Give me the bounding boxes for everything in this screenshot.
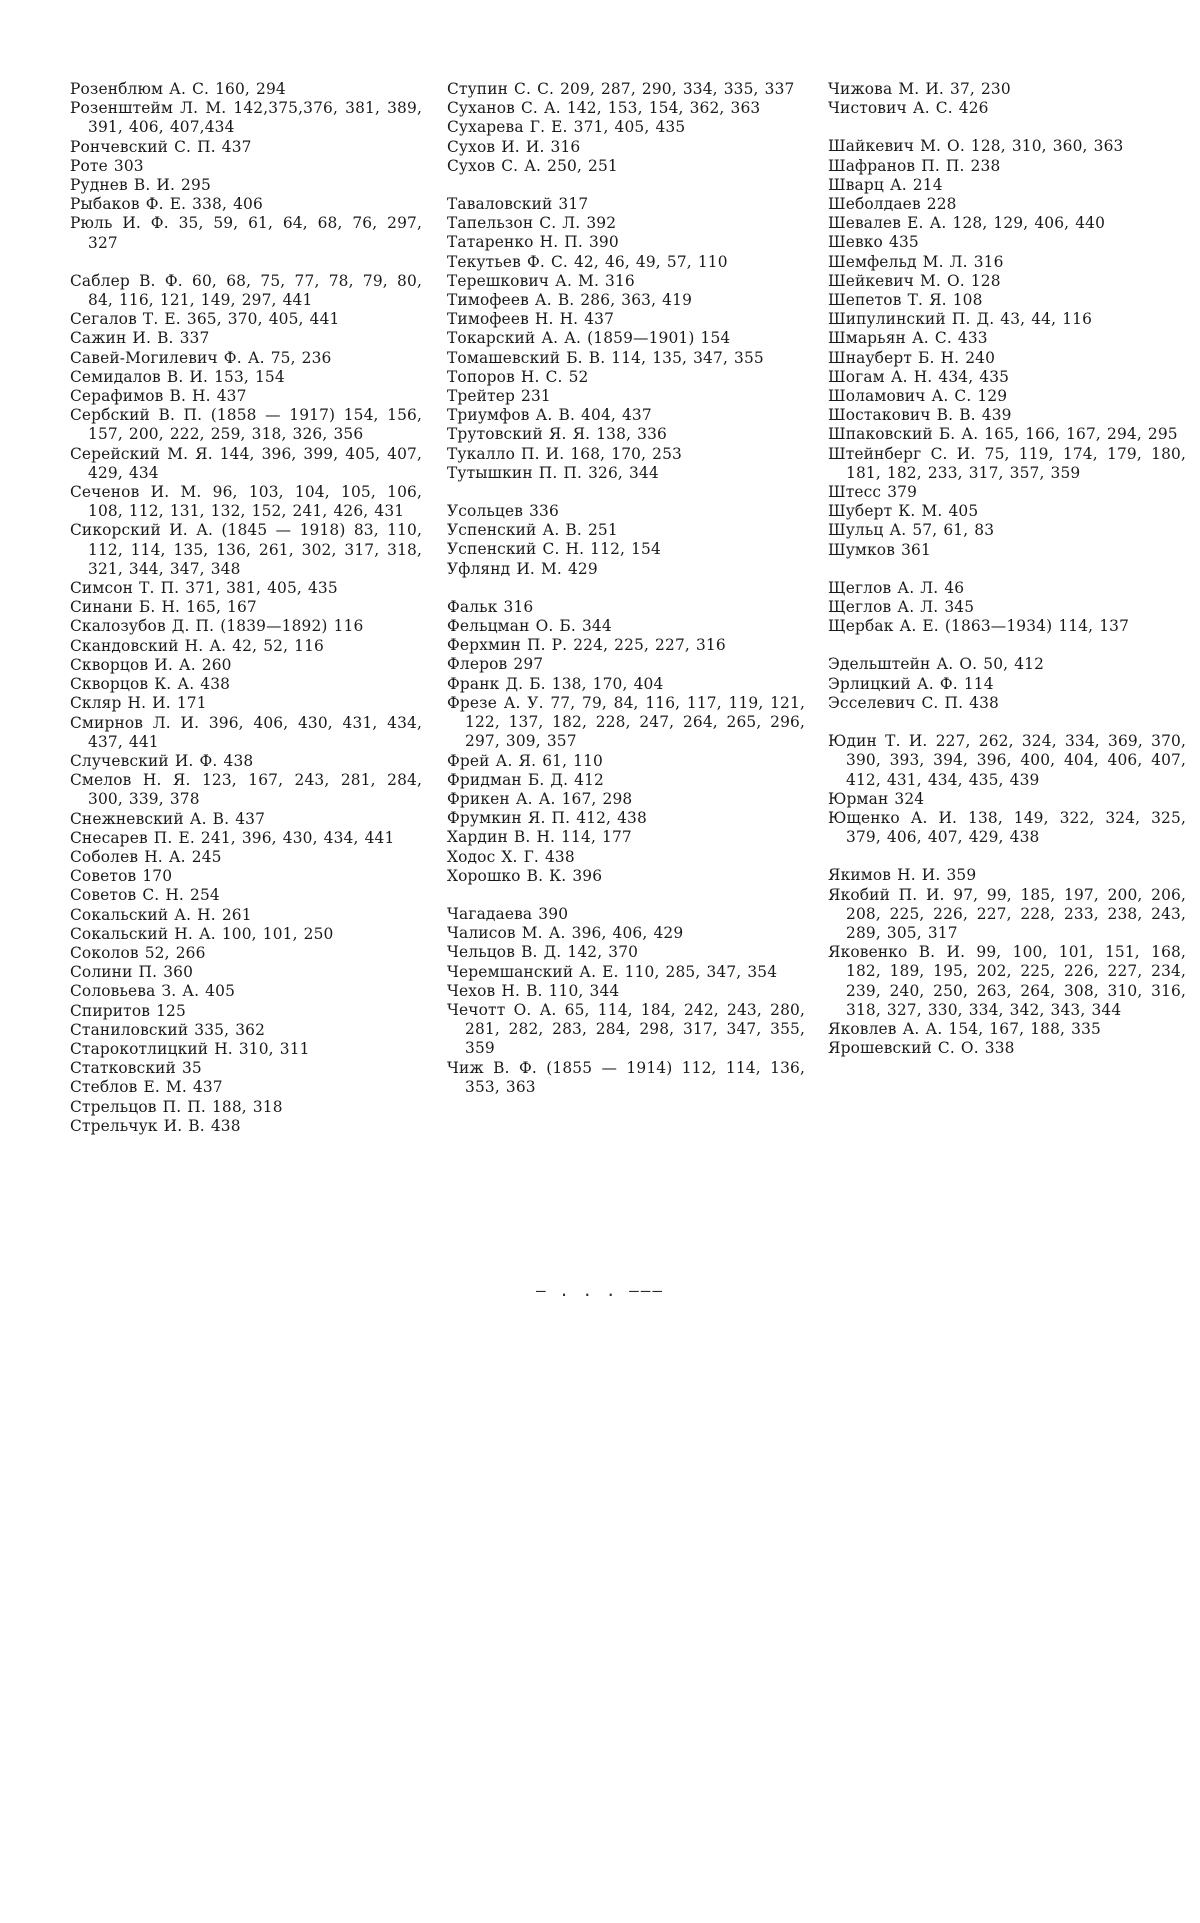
index-entry: Сокальский А. Н. 261 <box>70 905 252 924</box>
index-entry: Фрей А. Я. 61, 110 <box>447 751 603 770</box>
index-entry: Франк Д. Б. 138, 170, 404 <box>447 674 664 693</box>
index-entry: Случевский И. Ф. 438 <box>70 751 254 770</box>
index-entry: Шемфельд М. Л. 316 <box>828 252 1004 271</box>
index-entry: Таваловский 317 <box>447 195 589 214</box>
index-entry: Флеров 297 <box>447 655 544 674</box>
index-entry: Шайкевич М. О. 128, 310, 360, 363 <box>828 137 1124 156</box>
index-entry: Томашевский Б. В. 114, 135, 347, 355 <box>447 348 764 367</box>
index-entry: Станиловский 335, 362 <box>70 1020 266 1039</box>
index-entry: Старокотлицкий Н. 310, 311 <box>70 1039 310 1058</box>
index-entry: Успенский С. Н. 112, 154 <box>447 540 661 559</box>
index-entry: Чижова М. И. 37, 230 <box>828 80 1011 98</box>
index-entry: Савей-Могилевич Ф. А. 75, 236 <box>70 348 332 367</box>
index-entry: Рончевский С. П. 437 <box>70 137 252 156</box>
index-entry: Соболев Н. А. 245 <box>70 847 222 866</box>
index-entry: Фрезе А. У. 77, 79, 84, 116, 117, 119, 121, 122, 137, 182, 228, 247, 264, 265, 296, 297, 309, 357 <box>447 693 805 751</box>
index-entry: Тимофеев Н. Н. 437 <box>447 310 615 329</box>
index-entry: Соколов 52, 266 <box>70 943 206 962</box>
index-entry: Шульц А. 57, 61, 83 <box>828 521 995 540</box>
index-entry: Фрумкин Я. П. 412, 438 <box>447 809 647 828</box>
index-entry: Тукалло П. И. 168, 170, 253 <box>447 444 682 463</box>
index-entry: Эсселевич С. П. 438 <box>828 693 999 712</box>
index-entry: Текутьев Ф. С. 42, 46, 49, 57, 110 <box>447 252 728 271</box>
index-entry: Советов 170 <box>70 867 173 886</box>
index-entry: Уфлянд И. М. 429 <box>447 559 598 578</box>
index-entry: Шоламович А. С. 129 <box>828 387 1008 406</box>
index-entry: Сухарева Г. Е. 371, 405, 435 <box>447 118 686 137</box>
index-entry: Рыбаков Ф. Е. 338, 406 <box>70 195 263 214</box>
index-entry: Ступин С. С. 209, 287, 290, 334, 335, 337 <box>447 80 795 98</box>
index-entry: Саблер В. Ф. 60, 68, 75, 77, 78, 79, 80, 84, 116, 121, 149, 297, 441 <box>70 271 422 310</box>
letter-group <box>828 866 1186 1058</box>
index-entry: Ярошевский С. О. 338 <box>828 1039 1015 1058</box>
index-entry: Фельцман О. Б. 344 <box>447 617 612 636</box>
index-entry: Фальк 316 <box>447 597 534 616</box>
index-entry: Тутышкин П. П. 326, 344 <box>447 463 659 482</box>
index-entry: Штесс 379 <box>828 483 918 502</box>
index-entry: Яковенко В. И. 99, 100, 101, 151, 168, 182, 189, 195, 202, 225, 226, 227, 234, 239, 240, 250, 263, 264, 308, 310, 316, 318, 327, 330, 334, 342, 343, 344 <box>828 943 1186 1019</box>
index-entry: Татаренко Н. П. 390 <box>447 233 619 252</box>
index-entry: Рюль И. Ф. 35, 59, 61, 64, 68, 76, 297, 327 <box>70 214 422 252</box>
index-entry: Тимофеев А. В. 286, 363, 419 <box>447 291 693 310</box>
index-entry: Суханов С. А. 142, 153, 154, 362, 363 <box>447 99 761 118</box>
index-entry: Шипулинский П. Д. 43, 44, 116 <box>828 310 1093 329</box>
letter-group <box>828 655 1186 713</box>
index-entry: Статковский 35 <box>70 1059 202 1078</box>
index-entry: Синани Б. Н. 165, 167 <box>70 598 257 617</box>
index-entry: Шафранов П. П. 238 <box>828 156 1001 175</box>
index-column-1 <box>70 80 422 1136</box>
index-entry: Чехов Н. В. 110, 344 <box>447 981 620 1000</box>
index-entry: Сухов С. А. 250, 251 <box>447 156 618 175</box>
index-entry: Симсон Т. П. 371, 381, 405, 435 <box>70 579 338 598</box>
index-entry: Триумфов А. В. 404, 437 <box>447 406 652 425</box>
index-column-2 <box>447 80 805 1097</box>
index-entry: Токарский А. А. (1859—1901) 154 <box>447 329 731 348</box>
index-entry: Якобий П. И. 97, 99, 185, 197, 200, 206, 208, 225, 226, 227, 228, 233, 238, 243, 289, 305, 317 <box>828 885 1186 942</box>
index-entry: Сажин И. В. 337 <box>70 329 210 348</box>
index-entry: Смирнов Л. И. 396, 406, 430, 431, 434, 437, 441 <box>70 713 422 751</box>
index-entry: Шогам А. Н. 434, 435 <box>828 367 1010 386</box>
index-entry: Шепетов Т. Я. 108 <box>828 291 983 310</box>
index-entry: Шнауберт Б. Н. 240 <box>828 348 996 367</box>
letter-group <box>828 732 1186 847</box>
index-entry: Розенблюм А. С. 160, 294 <box>70 80 286 98</box>
index-entry: Ющенко А. И. 138, 149, 322, 324, 325, 379, 406, 407, 429, 438 <box>828 808 1186 847</box>
index-entry: Сеченов И. М. 96, 103, 104, 105, 106, 108, 112, 131, 132, 152, 241, 426, 431 <box>70 483 422 521</box>
index-entry: Сокальский Н. А. 100, 101, 250 <box>70 924 334 943</box>
letter-group <box>447 195 805 483</box>
index-entry: Фридман Б. Д. 412 <box>447 770 604 789</box>
index-entry: Спиритов 125 <box>70 1001 186 1020</box>
index-entry: Штейнберг С. И. 75, 119, 174, 179, 180, 181, 182, 233, 317, 357, 359 <box>828 444 1186 482</box>
index-entry: Шуберт К. М. 405 <box>828 502 979 521</box>
index-entry: Снежневский А. В. 437 <box>70 809 266 828</box>
index-entry: Якимов Н. И. 359 <box>828 866 977 885</box>
index-entry: Трейтер 231 <box>447 387 551 406</box>
index-entry: Семидалов В. И. 153, 154 <box>70 367 285 386</box>
index-entry: Чалисов М. А. 396, 406, 429 <box>447 924 684 943</box>
index-entry: Скалозубов Д. П. (1839—1892) 116 <box>70 617 364 636</box>
index-entry: Черемшанский А. Е. 110, 285, 347, 354 <box>447 962 778 981</box>
index-entry: Хорошко В. К. 396 <box>447 866 603 885</box>
index-entry: Соловьева З. А. 405 <box>70 982 236 1001</box>
index-entry: Скворцов К. А. 438 <box>70 675 231 694</box>
index-entry: Ферхмин П. Р. 224, 225, 227, 316 <box>447 636 726 655</box>
index-entry: Шостакович В. В. 439 <box>828 406 1012 425</box>
index-entry: Чистович А. С. 426 <box>828 99 989 118</box>
index-entry: Тапельзон С. Л. 392 <box>447 214 617 233</box>
index-entry: Шейкевич М. О. 128 <box>828 271 1001 290</box>
index-entry: Снесарев П. Е. 241, 396, 430, 434, 441 <box>70 828 395 847</box>
index-entry: Шварц А. 214 <box>828 175 943 194</box>
index-entry: Шевко 435 <box>828 233 919 252</box>
index-entry: Эдельштейн А. О. 50, 412 <box>828 655 1045 674</box>
letter-group <box>828 137 1186 559</box>
index-entry: Серейский М. Я. 144, 396, 399, 405, 407, 429, 434 <box>70 444 422 482</box>
index-entry: Розенштейм Л. М. 142,375,376, 381, 389, 391, 406, 407,434 <box>70 99 422 137</box>
index-entry: Стеблов Е. М. 437 <box>70 1078 223 1097</box>
index-entry: Шпаковский Б. А. 165, 166, 167, 294, 295 <box>828 425 1178 444</box>
index-entry: Юдин Т. И. 227, 262, 324, 334, 369, 370, 390, 393, 394, 396, 400, 404, 406, 407, 412, 431, 434, 435, 439 <box>828 732 1186 789</box>
letter-group <box>70 80 422 253</box>
index-column-3 <box>828 80 1186 1058</box>
index-entry: Сербский В. П. (1858 — 1917) 154, 156, 157, 200, 222, 259, 318, 326, 356 <box>70 406 422 444</box>
index-entry: Сухов И. И. 316 <box>447 137 581 156</box>
index-entry: Хардин В. Н. 114, 177 <box>447 828 632 847</box>
index-entry: Фрикен А. А. 167, 298 <box>447 789 633 808</box>
index-entry: Шевалев Е. А. 128, 129, 406, 440 <box>828 214 1106 233</box>
letter-group <box>447 502 805 579</box>
end-rule: — . . . ——— <box>536 1281 664 1300</box>
index-entry: Советов С. Н. 254 <box>70 886 220 905</box>
index-entry: Юрман 324 <box>828 789 925 808</box>
index-entry: Сегалов Т. Е. 365, 370, 405, 441 <box>70 310 340 329</box>
index-entry: Щеглов А. Л. 345 <box>828 598 975 617</box>
index-entry: Яковлев А. А. 154, 167, 188, 335 <box>828 1019 1101 1038</box>
index-entry: Топоров Н. С. 52 <box>447 367 589 386</box>
index-entry: Шмарьян А. С. 433 <box>828 329 988 348</box>
letter-group <box>828 80 1186 118</box>
index-entry: Трутовский Я. Я. 138, 336 <box>447 425 667 444</box>
letter-group <box>447 598 805 886</box>
index-entry: Чиж В. Ф. (1855 — 1914) 112, 114, 136, 353, 363 <box>447 1058 805 1096</box>
index-entry: Сикорский И. А. (1845 — 1918) 83, 110, 112, 114, 135, 136, 261, 302, 317, 318, 321, 344, 347, 348 <box>70 521 422 578</box>
index-entry: Солини П. 360 <box>70 963 194 982</box>
index-entry: Руднев В. И. 295 <box>70 176 211 195</box>
letter-group <box>70 272 422 1136</box>
index-entry: Скляр Н. И. 171 <box>70 694 207 713</box>
index-entry: Шеболдаев 228 <box>828 195 957 214</box>
index-entry: Шумков 361 <box>828 540 931 559</box>
index-entry: Серафимов В. Н. 437 <box>70 387 247 406</box>
index-entry: Ходос Х. Г. 438 <box>447 847 575 866</box>
index-entry: Успенский А. В. 251 <box>447 521 618 540</box>
index-entry: Чечотт О. А. 65, 114, 184, 242, 243, 280, 281, 282, 283, 284, 298, 317, 347, 355, 359 <box>447 1000 805 1058</box>
index-entry: Терешкович А. М. 316 <box>447 271 635 290</box>
index-entry: Скандовский Н. А. 42, 52, 116 <box>70 636 324 655</box>
letter-group <box>447 905 805 1097</box>
index-entry: Щербак А. Е. (1863—1934) 114, 137 <box>828 617 1130 636</box>
index-entry: Роте 303 <box>70 156 144 175</box>
index-entry: Щеглов А. Л. 46 <box>828 578 965 597</box>
index-entry: Стрельчук И. В. 438 <box>70 1116 241 1135</box>
index-entry: Чагадаева 390 <box>447 904 569 923</box>
index-entry: Смелов Н. Я. 123, 167, 243, 281, 284, 300, 339, 378 <box>70 771 422 809</box>
letter-group <box>828 579 1186 637</box>
index-entry: Усольцев 336 <box>447 502 559 521</box>
index-entry: Эрлицкий А. Ф. 114 <box>828 674 994 693</box>
index-entry: Чельцов В. Д. 142, 370 <box>447 943 639 962</box>
index-entry: Скворцов И. А. 260 <box>70 655 232 674</box>
letter-group <box>447 80 805 176</box>
index-entry: Стрельцов П. П. 188, 318 <box>70 1097 283 1116</box>
